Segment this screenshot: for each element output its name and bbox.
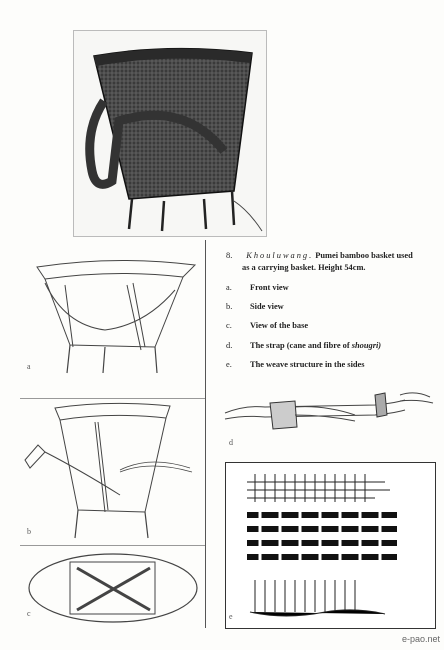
figure-c-base-view xyxy=(25,550,200,625)
figure-c-label: c xyxy=(27,609,31,618)
figure-a-front-view xyxy=(25,255,200,375)
basket-photo-drawing xyxy=(74,31,266,236)
divider-a-b xyxy=(20,398,205,399)
caption-title-rest: Pumei bamboo basket used xyxy=(315,251,413,260)
figure-caption xyxy=(226,250,436,370)
figure-d-strap xyxy=(225,385,437,445)
figure-b-label: b xyxy=(27,527,31,536)
divider-b-c xyxy=(20,545,205,546)
basket-photo xyxy=(73,30,267,237)
caption-line2: as a carrying basket. Height 54cm. xyxy=(242,263,366,273)
caption-title: Khouluwang. xyxy=(246,251,314,260)
vertical-divider xyxy=(205,240,206,628)
caption-item-c: c. View of the base xyxy=(226,321,309,331)
figure-a-label: a xyxy=(27,362,31,371)
figure-e-label: e xyxy=(229,612,233,621)
watermark: e-pao.net xyxy=(401,634,440,644)
caption-item-a: a. Front view xyxy=(226,282,289,292)
figure-d-label: d xyxy=(229,438,233,447)
caption-item-b: b. Side view xyxy=(226,302,284,312)
caption-number: 8. xyxy=(226,251,233,260)
caption-item-d: d. The strap (cane and fibre of shougri) xyxy=(226,340,382,350)
caption-title-line xyxy=(226,250,436,261)
figure-e-weave xyxy=(225,462,437,630)
figure-b-side-view xyxy=(20,400,205,540)
caption-item-e: e. The weave structure in the sides xyxy=(226,360,365,370)
